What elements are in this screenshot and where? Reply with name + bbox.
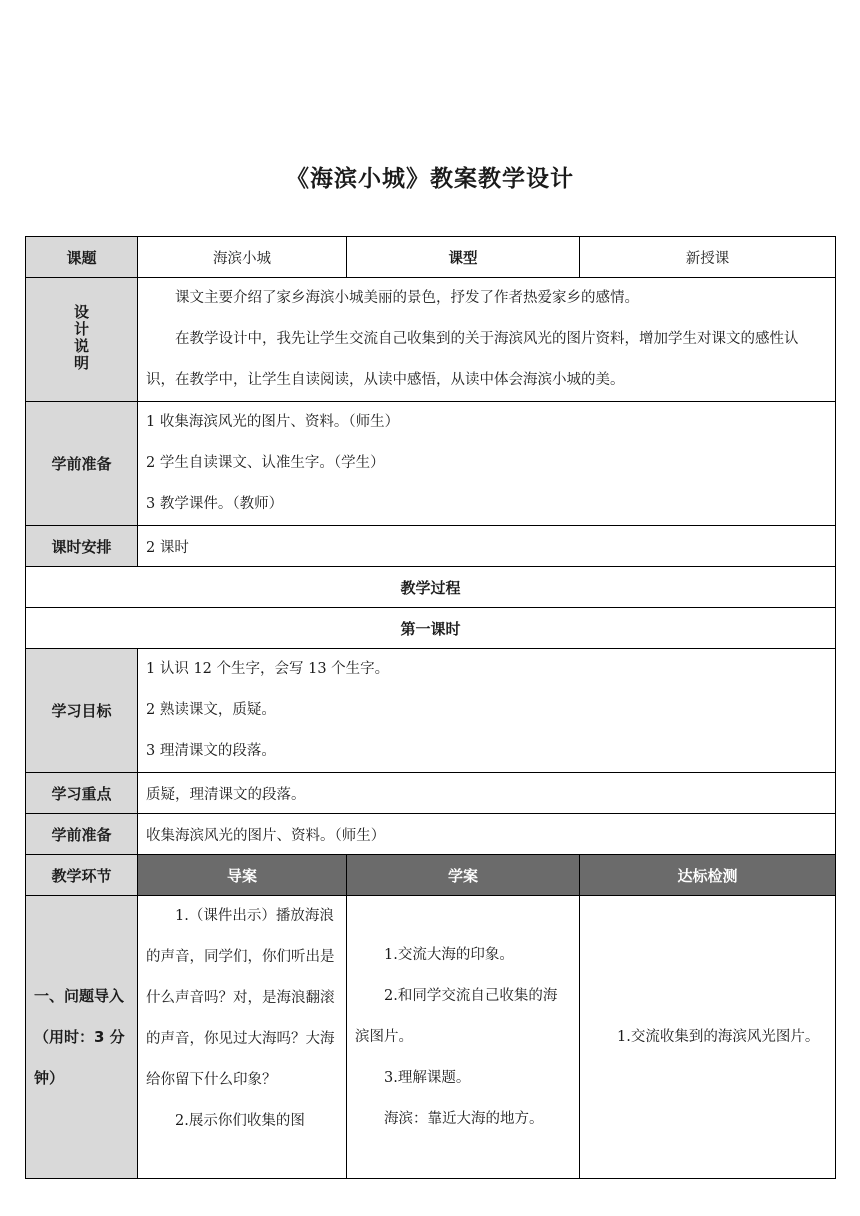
design-label: 设计说明 [72, 303, 90, 372]
design-row [26, 278, 836, 402]
goals-label: 学习目标 [26, 649, 138, 773]
lesson-title: 第一课时 [26, 608, 836, 649]
study-item: 1.交流大海的印象。 [384, 946, 514, 963]
design-paragraph-1: 课文主要介绍了家乡海滨小城美丽的景色，抒发了作者热爱家乡的感情。 [175, 290, 639, 306]
process-title: 教学过程 [26, 567, 836, 608]
stage1-guide [138, 896, 347, 1179]
prep-row [26, 402, 836, 526]
prep-item: 3 教学课件。（教师） [146, 496, 284, 512]
goal-item: 2 熟读课文，质疑。 [146, 702, 276, 718]
focus-label: 学习重点 [26, 773, 138, 814]
design-text [138, 278, 836, 402]
stage1-guide-paragraph-1: 1.（课件出示）播放海浪的声音，同学们，你们听出是什么声音吗？对，是海浪翻滚的声音，你见过大海吗？大海给你留下什么印象？ [146, 908, 335, 1088]
study-header: 学案 [347, 855, 580, 896]
goals-list [138, 649, 836, 773]
document-title: 《海滨小城》教案教学设计 [286, 166, 574, 192]
prep2-value: 收集海滨风光的图片、资料。（师生） [138, 814, 836, 855]
focus-value: 质疑，理清课文的段落。 [138, 773, 836, 814]
design-paragraph-2: 在教学设计中，我先让学生交流自己收集到的关于海滨风光的图片资料，增加学生对课文的感性认识，在教学中，让学生自读阅读，从读中感悟，从读中体会海滨小城的美。 [146, 331, 799, 388]
lesson-title-row [26, 608, 836, 649]
info-row [26, 237, 836, 278]
design-label-cell [26, 278, 138, 402]
process-title-row [26, 567, 836, 608]
stage1-guide-paragraph-2: 2.展示你们收集的图 [175, 1113, 305, 1129]
study-item: 海滨：靠近大海的地方。 [384, 1110, 544, 1127]
prep2-row [26, 814, 836, 855]
check-header: 达标检测 [580, 855, 836, 896]
check-item: 1.交流收集到的海滨风光图片。 [617, 1028, 820, 1045]
prep-list [138, 402, 836, 526]
goal-item: 3 理清课文的段落。 [146, 743, 276, 759]
guide-header: 导案 [138, 855, 347, 896]
prep-item: 1 收集海滨风光的图片、资料。（师生） [146, 414, 400, 430]
stage1-row [26, 896, 836, 1179]
focus-row [26, 773, 836, 814]
prep-label: 学前准备 [26, 402, 138, 526]
study-item: 3.理解课题。 [384, 1069, 471, 1086]
stage1-label-cell [26, 896, 138, 1179]
lesson-plan-table [25, 236, 836, 1179]
schedule-value: 2 课时 [138, 526, 836, 567]
topic-value: 海滨小城 [138, 237, 347, 278]
goals-row [26, 649, 836, 773]
header-row [26, 855, 836, 896]
topic-label: 课题 [26, 237, 138, 278]
goal-item: 1 认识 12 个生字，会写 13 个生字。 [146, 661, 390, 677]
type-value: 新授课 [580, 237, 836, 278]
stage1-label: 一、问题导入（用时：3 分钟） [34, 986, 125, 1087]
prep2-label: 学前准备 [26, 814, 138, 855]
stage1-study [347, 896, 580, 1179]
prep-item: 2 学生自读课文、认准生字。（学生） [146, 455, 385, 471]
stage1-check [580, 896, 836, 1179]
schedule-row [26, 526, 836, 567]
study-item: 2.和同学交流自己收集的海滨图片。 [355, 987, 558, 1045]
schedule-label: 课时安排 [26, 526, 138, 567]
type-label: 课型 [347, 237, 580, 278]
stage-header: 教学环节 [26, 855, 138, 896]
